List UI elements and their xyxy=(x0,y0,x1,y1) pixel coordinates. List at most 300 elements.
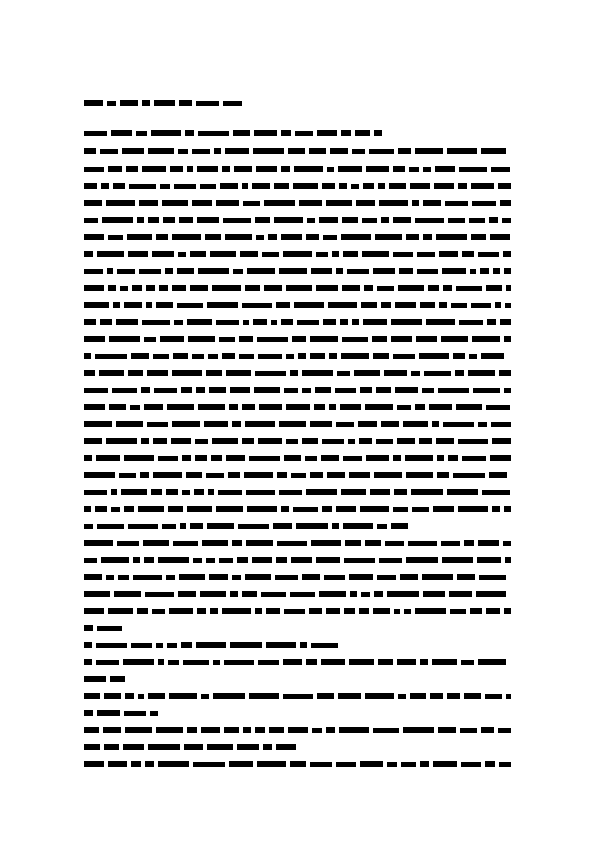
text-word-block xyxy=(247,506,277,512)
text-word-block xyxy=(423,591,445,597)
text-word-block xyxy=(128,251,148,257)
text-word-block xyxy=(340,404,361,410)
text-word-block xyxy=(245,285,260,291)
text-word-block xyxy=(361,302,377,308)
text-word-block xyxy=(348,439,355,444)
text-word-block xyxy=(451,303,467,308)
text-word-block xyxy=(316,285,338,291)
text-word-block xyxy=(476,591,506,597)
text-word-block xyxy=(207,302,238,308)
text-word-block xyxy=(127,234,152,240)
text-word-block xyxy=(403,727,434,733)
body-line xyxy=(84,166,511,172)
text-word-block xyxy=(288,727,308,733)
text-word-block xyxy=(84,574,102,580)
text-word-block xyxy=(158,456,178,461)
text-word-block xyxy=(477,557,501,563)
text-word-block xyxy=(84,302,109,308)
text-word-block xyxy=(197,166,218,172)
text-word-block xyxy=(84,218,98,223)
text-word-block xyxy=(377,286,394,291)
text-word-block xyxy=(309,148,326,154)
text-word-block xyxy=(84,608,104,614)
text-word-block xyxy=(293,507,318,512)
text-word-block xyxy=(139,269,161,274)
text-word-block xyxy=(349,574,373,580)
text-word-block xyxy=(167,404,194,410)
text-word-block xyxy=(478,540,499,546)
text-word-block xyxy=(195,455,207,461)
text-word-block xyxy=(338,166,362,172)
text-word-block xyxy=(192,200,212,206)
text-word-block xyxy=(168,506,183,512)
text-word-block xyxy=(108,761,127,767)
text-word-block xyxy=(95,506,107,512)
text-word-block xyxy=(179,217,193,223)
text-word-block xyxy=(84,591,110,597)
text-word-block xyxy=(153,472,182,478)
body-line xyxy=(84,455,511,461)
text-word-block xyxy=(347,269,369,274)
text-word-block xyxy=(490,234,510,240)
text-word-block xyxy=(281,130,291,136)
text-word-block xyxy=(169,693,197,699)
text-word-block xyxy=(326,200,352,206)
body-line xyxy=(84,523,408,529)
text-word-block xyxy=(364,285,373,291)
text-word-block xyxy=(276,302,290,308)
text-word-block xyxy=(374,472,402,478)
text-word-block xyxy=(505,303,511,308)
text-word-block xyxy=(471,303,491,308)
body-line xyxy=(84,438,511,444)
text-word-block xyxy=(107,101,116,106)
text-word-block xyxy=(223,218,251,223)
text-word-block xyxy=(254,130,277,136)
text-word-block xyxy=(195,439,208,444)
text-word-block xyxy=(208,354,218,359)
text-word-block xyxy=(321,455,339,461)
text-word-block xyxy=(343,523,373,529)
text-word-block xyxy=(503,541,511,546)
text-word-block xyxy=(398,694,406,699)
text-word-block xyxy=(299,200,322,206)
text-word-block xyxy=(242,404,255,410)
text-word-block xyxy=(96,455,120,461)
text-word-block xyxy=(397,438,415,444)
text-word-block xyxy=(375,234,402,240)
text-word-block xyxy=(96,660,119,665)
text-word-block xyxy=(192,354,204,359)
text-word-block xyxy=(462,456,486,461)
text-word-block xyxy=(84,676,106,682)
text-word-block xyxy=(316,252,328,257)
text-word-block xyxy=(281,319,293,325)
text-word-block xyxy=(252,183,270,189)
body-line xyxy=(84,336,511,342)
text-word-block xyxy=(379,200,408,206)
text-word-block xyxy=(187,727,197,733)
text-word-block xyxy=(433,506,454,512)
text-word-block xyxy=(355,130,370,136)
text-word-block xyxy=(498,728,511,733)
text-word-block xyxy=(311,643,338,648)
text-word-block xyxy=(172,370,202,376)
text-word-block xyxy=(210,251,236,257)
text-word-block xyxy=(486,405,510,410)
text-word-block xyxy=(359,608,369,614)
text-word-block xyxy=(329,353,337,359)
text-word-block xyxy=(387,591,419,597)
text-word-block xyxy=(242,303,272,308)
text-word-block xyxy=(107,268,113,274)
text-word-block xyxy=(128,524,158,529)
text-word-block xyxy=(84,642,92,648)
text-word-block xyxy=(322,439,344,444)
text-word-block xyxy=(165,268,173,274)
text-word-block xyxy=(232,540,242,546)
text-word-block xyxy=(197,608,206,614)
text-word-block xyxy=(473,388,500,393)
text-word-block xyxy=(158,659,164,665)
text-word-block xyxy=(117,269,135,274)
text-word-block xyxy=(84,234,104,240)
text-word-block xyxy=(97,524,124,529)
text-word-block xyxy=(126,166,138,172)
text-word-block xyxy=(458,439,488,444)
text-word-block xyxy=(491,422,511,427)
text-word-block xyxy=(423,200,441,206)
text-word-block xyxy=(300,642,307,648)
text-word-block xyxy=(448,218,465,223)
text-word-block xyxy=(111,507,120,512)
text-word-block xyxy=(470,269,476,274)
text-word-block xyxy=(106,575,114,580)
text-word-block xyxy=(381,302,391,308)
text-word-block xyxy=(376,387,391,393)
text-word-block xyxy=(408,541,437,546)
text-word-block xyxy=(179,100,192,106)
text-word-block xyxy=(317,130,337,136)
text-word-block xyxy=(146,302,152,308)
text-word-block xyxy=(253,148,284,154)
text-word-block xyxy=(458,183,467,189)
text-word-block xyxy=(302,388,311,393)
text-word-block xyxy=(489,472,507,478)
text-word-block xyxy=(147,370,168,376)
text-word-block xyxy=(310,336,338,342)
body-line xyxy=(84,625,124,631)
text-word-block xyxy=(449,591,472,597)
text-word-block xyxy=(275,575,298,580)
text-word-block xyxy=(84,269,103,274)
text-word-block xyxy=(139,200,158,206)
text-word-block xyxy=(84,761,104,767)
text-word-block xyxy=(84,659,92,665)
text-word-block xyxy=(279,421,306,427)
text-word-block xyxy=(190,251,206,257)
text-word-block xyxy=(181,387,192,393)
text-word-block xyxy=(97,626,122,631)
body-line xyxy=(84,183,511,189)
text-word-block xyxy=(412,507,429,512)
text-word-block xyxy=(271,320,277,325)
text-word-block xyxy=(144,404,163,410)
text-word-block xyxy=(255,608,262,614)
text-word-block xyxy=(498,183,511,189)
text-word-block xyxy=(108,235,123,240)
text-word-block xyxy=(481,727,494,733)
text-word-block xyxy=(192,149,210,154)
text-word-block xyxy=(468,370,495,376)
text-word-block xyxy=(212,438,238,444)
body-line xyxy=(84,591,511,597)
body-line xyxy=(84,217,511,223)
body-line xyxy=(84,200,511,206)
text-word-block xyxy=(338,693,361,699)
text-word-block xyxy=(206,558,215,563)
text-word-block xyxy=(255,371,286,376)
text-word-block xyxy=(254,387,280,393)
text-word-block xyxy=(284,455,301,461)
text-word-block xyxy=(365,693,394,699)
text-word-block xyxy=(101,557,129,563)
text-word-block xyxy=(173,353,188,359)
text-word-block xyxy=(194,489,204,495)
text-word-block xyxy=(291,473,306,478)
text-word-block xyxy=(373,728,399,733)
text-word-block xyxy=(153,438,167,444)
text-word-block xyxy=(182,455,191,461)
text-word-block xyxy=(499,370,511,376)
text-word-block xyxy=(274,217,303,223)
text-word-block xyxy=(131,643,152,648)
text-word-block xyxy=(323,319,336,325)
text-word-block xyxy=(160,184,170,189)
body-line xyxy=(84,148,511,154)
text-word-block xyxy=(84,490,107,495)
text-word-block xyxy=(500,200,511,206)
text-word-block xyxy=(84,455,92,461)
text-word-block xyxy=(436,438,454,444)
text-word-block xyxy=(424,371,451,376)
body-line xyxy=(84,268,511,274)
text-word-block xyxy=(305,456,317,461)
text-word-block xyxy=(339,727,369,733)
text-word-block xyxy=(187,319,212,325)
text-word-block xyxy=(453,473,485,478)
text-word-block xyxy=(162,200,188,206)
text-word-block xyxy=(377,524,387,529)
subheading-line xyxy=(84,130,386,136)
text-word-block xyxy=(229,761,253,767)
text-word-block xyxy=(263,744,272,750)
text-word-block xyxy=(100,149,118,154)
text-word-block xyxy=(138,694,144,699)
text-word-block xyxy=(417,269,438,274)
text-word-block xyxy=(151,130,181,136)
text-word-block xyxy=(84,148,96,154)
text-word-block xyxy=(224,727,239,733)
text-word-block xyxy=(232,575,241,580)
text-word-block xyxy=(224,660,254,665)
body-line xyxy=(84,285,511,291)
text-word-block xyxy=(504,506,511,512)
text-word-block xyxy=(128,370,143,376)
text-word-block xyxy=(113,302,120,308)
text-word-block xyxy=(119,473,136,478)
text-word-block xyxy=(158,557,189,563)
text-word-block xyxy=(166,489,178,495)
text-word-block xyxy=(201,694,209,699)
text-word-block xyxy=(306,234,319,240)
text-word-block xyxy=(230,387,250,393)
text-word-block xyxy=(373,353,389,359)
text-word-block xyxy=(416,336,437,342)
text-word-block xyxy=(97,710,120,716)
text-word-block xyxy=(129,184,156,189)
text-word-block xyxy=(137,608,148,614)
text-word-block xyxy=(360,387,372,393)
text-word-block xyxy=(220,183,238,189)
text-word-block xyxy=(222,353,235,359)
text-word-block xyxy=(398,285,424,291)
text-word-block xyxy=(239,354,254,359)
text-word-block xyxy=(335,388,356,393)
text-word-block xyxy=(101,183,109,189)
text-word-block xyxy=(310,472,323,478)
text-word-block xyxy=(143,540,169,546)
text-word-block xyxy=(441,336,468,342)
text-word-block xyxy=(504,608,511,614)
text-word-block xyxy=(294,166,323,172)
text-word-block xyxy=(395,387,418,393)
text-word-block xyxy=(198,404,225,410)
body-line xyxy=(84,353,511,359)
text-word-block xyxy=(242,438,254,444)
text-word-block xyxy=(395,302,416,308)
text-word-block xyxy=(365,540,381,546)
text-word-block xyxy=(193,558,202,563)
text-word-block xyxy=(381,421,399,427)
text-word-block xyxy=(109,336,140,342)
text-word-block xyxy=(436,234,467,240)
text-word-block xyxy=(276,744,296,750)
text-word-block xyxy=(417,252,435,257)
text-word-block xyxy=(184,744,203,750)
text-word-block xyxy=(337,371,350,376)
text-word-block xyxy=(295,131,313,136)
text-word-block xyxy=(420,302,435,308)
text-word-block xyxy=(156,643,163,648)
text-word-block xyxy=(258,438,282,444)
text-word-block xyxy=(133,575,162,580)
text-word-block xyxy=(204,421,228,427)
text-word-block xyxy=(426,319,455,325)
text-word-block xyxy=(111,130,132,136)
text-word-block xyxy=(84,200,102,206)
text-word-block xyxy=(213,693,245,699)
text-word-block xyxy=(370,489,390,495)
text-word-block xyxy=(283,659,302,665)
text-word-block xyxy=(316,557,340,563)
text-word-block xyxy=(132,285,142,291)
text-word-block xyxy=(84,558,97,563)
text-word-block xyxy=(429,404,452,410)
text-word-block xyxy=(327,472,345,478)
text-word-block xyxy=(146,285,155,291)
text-word-block xyxy=(298,353,306,359)
text-word-block xyxy=(281,166,290,172)
text-word-block xyxy=(145,592,174,597)
text-word-block xyxy=(142,166,166,172)
text-word-block xyxy=(506,285,511,291)
text-word-block xyxy=(453,353,465,359)
text-word-block xyxy=(84,540,113,546)
text-word-block xyxy=(437,455,444,461)
text-word-block xyxy=(124,455,154,461)
text-word-block xyxy=(118,575,129,580)
text-word-block xyxy=(223,101,242,106)
text-word-block xyxy=(124,506,134,512)
text-word-block xyxy=(255,727,265,733)
text-word-block xyxy=(345,540,361,546)
text-word-block xyxy=(116,421,143,427)
text-word-block xyxy=(321,659,345,665)
text-word-block xyxy=(187,166,193,172)
text-word-block xyxy=(472,336,500,342)
text-word-block xyxy=(84,370,95,376)
text-word-block xyxy=(341,234,371,240)
text-word-block xyxy=(193,762,225,767)
text-word-block xyxy=(245,574,271,580)
text-word-block xyxy=(141,438,149,444)
text-word-block xyxy=(341,130,351,136)
text-word-block xyxy=(376,439,393,444)
text-word-block xyxy=(503,251,511,257)
text-word-block xyxy=(450,609,466,614)
text-word-block xyxy=(409,167,419,172)
text-word-block xyxy=(84,167,104,172)
body-line xyxy=(84,710,158,716)
text-word-block xyxy=(306,659,317,665)
text-word-block xyxy=(244,472,273,478)
text-word-block xyxy=(179,574,205,580)
text-word-block xyxy=(394,489,407,495)
text-word-block xyxy=(198,131,229,136)
text-word-block xyxy=(486,608,500,614)
text-word-block xyxy=(234,166,252,172)
text-word-block xyxy=(358,421,377,427)
text-word-block xyxy=(296,523,328,529)
text-word-block xyxy=(439,251,458,257)
text-word-block xyxy=(487,319,496,325)
text-word-block xyxy=(322,183,335,189)
text-word-block xyxy=(478,422,487,427)
text-word-block xyxy=(230,591,238,597)
text-word-block xyxy=(286,354,294,359)
text-word-block xyxy=(401,762,416,767)
text-word-block xyxy=(145,761,154,767)
text-word-block xyxy=(172,285,186,291)
text-word-block xyxy=(242,183,248,189)
text-word-block xyxy=(479,575,506,580)
text-word-block xyxy=(140,472,149,478)
text-word-block xyxy=(400,574,418,580)
text-word-block xyxy=(121,489,147,495)
text-word-block xyxy=(106,200,135,206)
text-word-block xyxy=(277,541,307,546)
